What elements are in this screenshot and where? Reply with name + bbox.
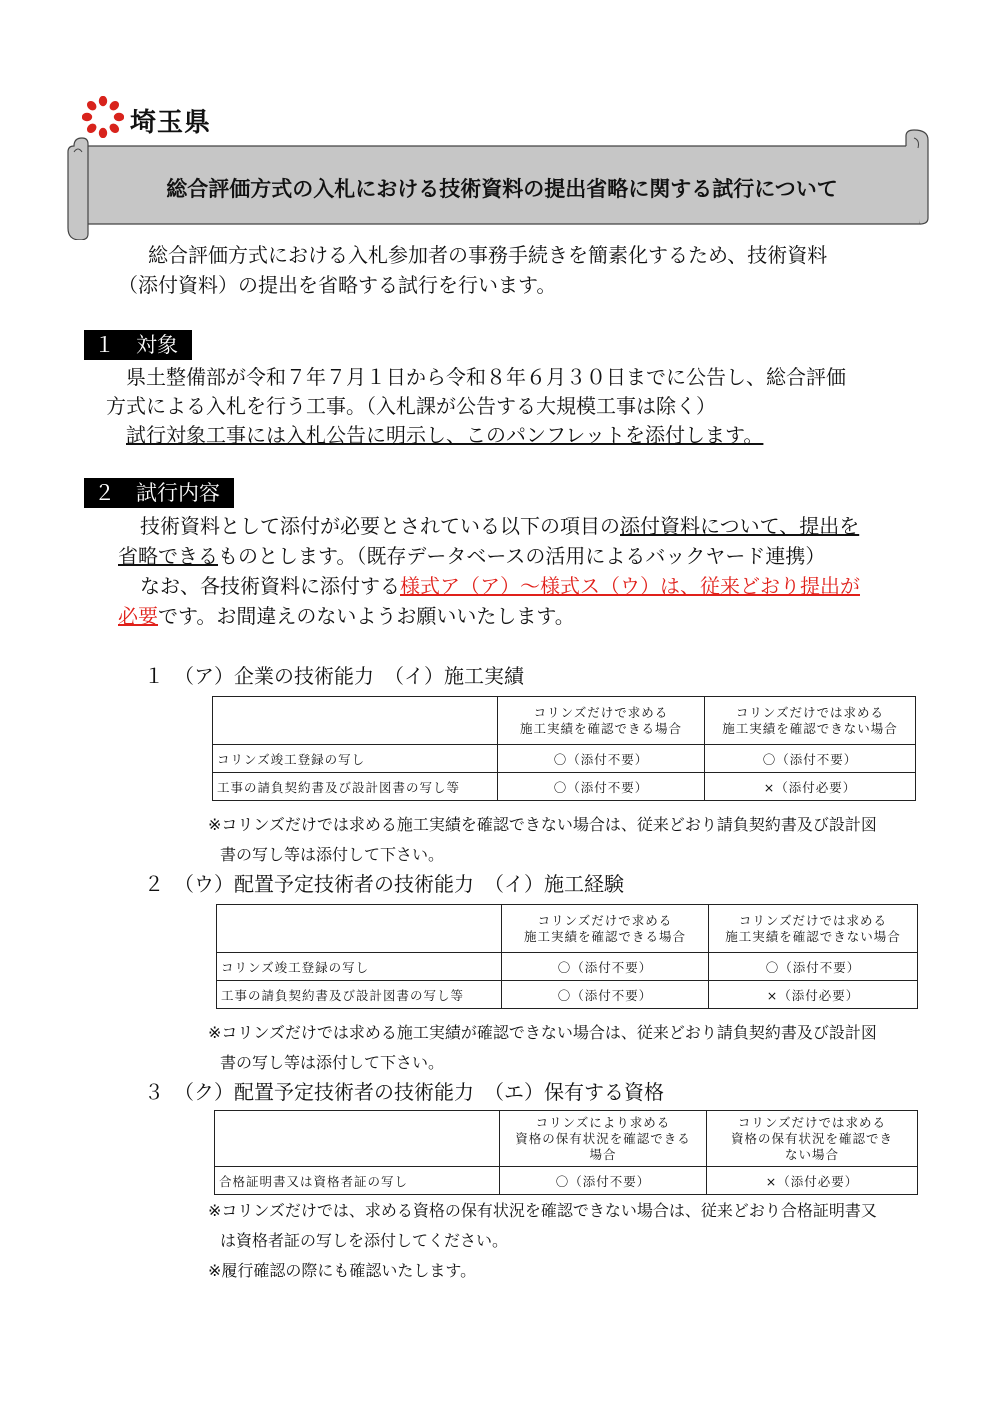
item-3-note-1: ※コリンズだけでは、求める資格の保有状況を確認できない場合は、従来どおり合格証明書又 [208,1201,877,1220]
table-row [217,953,918,981]
row-label: 工事の請負契約書及び設計図書の写し等 [217,981,502,1009]
section-2-line-3 [140,571,860,601]
item-2-table [216,904,918,1009]
table-corner-cell [215,1111,500,1167]
section-1-line-3: 試行対象工事には入札公告に明示し、このパンフレットを添付します。 [126,423,764,447]
banner-title: 総合評価方式の入札における技術資料の提出省略に関する試行について [166,177,838,201]
row-value: 〇（添付不要） [709,953,918,981]
table-row [213,745,916,773]
table-row [213,773,916,801]
item-1-note-2: 書の写し等は添付して下さい。 [220,845,445,864]
item-3-table [214,1110,918,1195]
section-2-line-2-a: 省略できる [118,544,218,568]
row-value: ×（添付必要） [707,1167,918,1195]
section-2-line-1-b: 添付資料について、提出を [620,514,860,538]
row-label: 合格証明書又は資格者証の写し [215,1167,500,1195]
row-label: コリンズ竣工登録の写し [217,953,502,981]
table-row [217,981,918,1009]
item-2-title: ２ （ウ）配置予定技術者の技術能力 （イ）施工経験 [144,872,624,896]
item-2-note-1: ※コリンズだけでは求める施工実績が確認できない場合は、従来どおり請負契約書及び設計図 [208,1023,877,1042]
row-value: ×（添付必要） [705,773,916,801]
section-2-line-3-b: 様式ア（ア）～様式ス（ウ）は、従来どおり提出が [400,574,860,598]
row-value: 〇（添付不要） [498,745,705,773]
item-2-note-2: 書の写し等は添付して下さい。 [220,1053,445,1072]
table-header-cell: コリンズだけでは求める 施工実績を確認できない場合 [705,697,916,745]
section-2-line-4-a: 必要 [118,604,158,628]
row-value: 〇（添付不要） [502,953,709,981]
table-header-cell: コリンズだけで求める 施工実績を確認できる場合 [498,697,705,745]
row-value: 〇（添付不要） [498,773,705,801]
org-name: 埼玉県 [130,108,212,138]
section-1-heading: １ 対象 [84,330,192,360]
item-1-title: １ （ア）企業の技術能力 （イ）施工実績 [144,664,524,688]
row-label: 工事の請負契約書及び設計図書の写し等 [213,773,498,801]
row-value: ×（添付必要） [709,981,918,1009]
table-header-cell: コリンズにより求める 資格の保有状況を確認できる 場合 [500,1111,707,1167]
intro-line-2: （添付資料）の提出を省略する試行を行います。 [118,273,557,297]
item-1-note-1: ※コリンズだけでは求める施工実績を確認できない場合は、従来どおり請負契約書及び設計図 [208,815,877,834]
table-header-cell: コリンズだけでは求める 施工実績を確認できない場合 [709,905,918,953]
item-3-title: ３ （ク）配置予定技術者の技術能力 （エ）保有する資格 [144,1080,664,1104]
intro-line-1: 総合評価方式における入札参加者の事務手続きを簡素化するため、技術資料 [148,243,828,267]
section-1-line-2: 方式による入札を行う工事。（入札課が公告する大規模工事は除く） [106,394,716,418]
section-2-line-1-a: 技術資料として添付が必要とされている以下の項目の [140,514,620,538]
row-value: 〇（添付不要） [500,1167,707,1195]
section-2-heading: ２ 試行内容 [84,478,234,508]
section-2-line-4-b: です。お間違えのないようお願いいたします。 [158,604,575,628]
item-1-table [212,696,916,801]
section-2-line-2-b: ものとします。（既存データベースの活用によるバックヤード連携） [218,544,826,568]
row-value: 〇（添付不要） [705,745,916,773]
section-1-line-1: 県土整備部が令和７年７月１日から令和８年６月３０日までに公告し、総合評価 [126,365,846,389]
title-banner [62,128,932,240]
table-row [215,1167,918,1195]
section-2-line-4 [118,601,575,631]
item-3-note-3: ※履行確認の際にも確認いたします。 [208,1261,477,1280]
table-header-cell: コリンズだけでは求める 資格の保有状況を確認でき ない場合 [707,1111,918,1167]
item-3-note-2: は資格者証の写しを添付してください。 [220,1231,509,1250]
row-label: コリンズ竣工登録の写し [213,745,498,773]
section-2-line-1 [140,511,859,541]
table-corner-cell [217,905,502,953]
row-value: 〇（添付不要） [502,981,709,1009]
section-2-line-3-a: なお、各技術資料に添付する [140,574,400,598]
table-header-cell: コリンズだけで求める 施工実績を確認できる場合 [502,905,709,953]
section-2-line-2 [118,541,825,571]
table-corner-cell [213,697,498,745]
